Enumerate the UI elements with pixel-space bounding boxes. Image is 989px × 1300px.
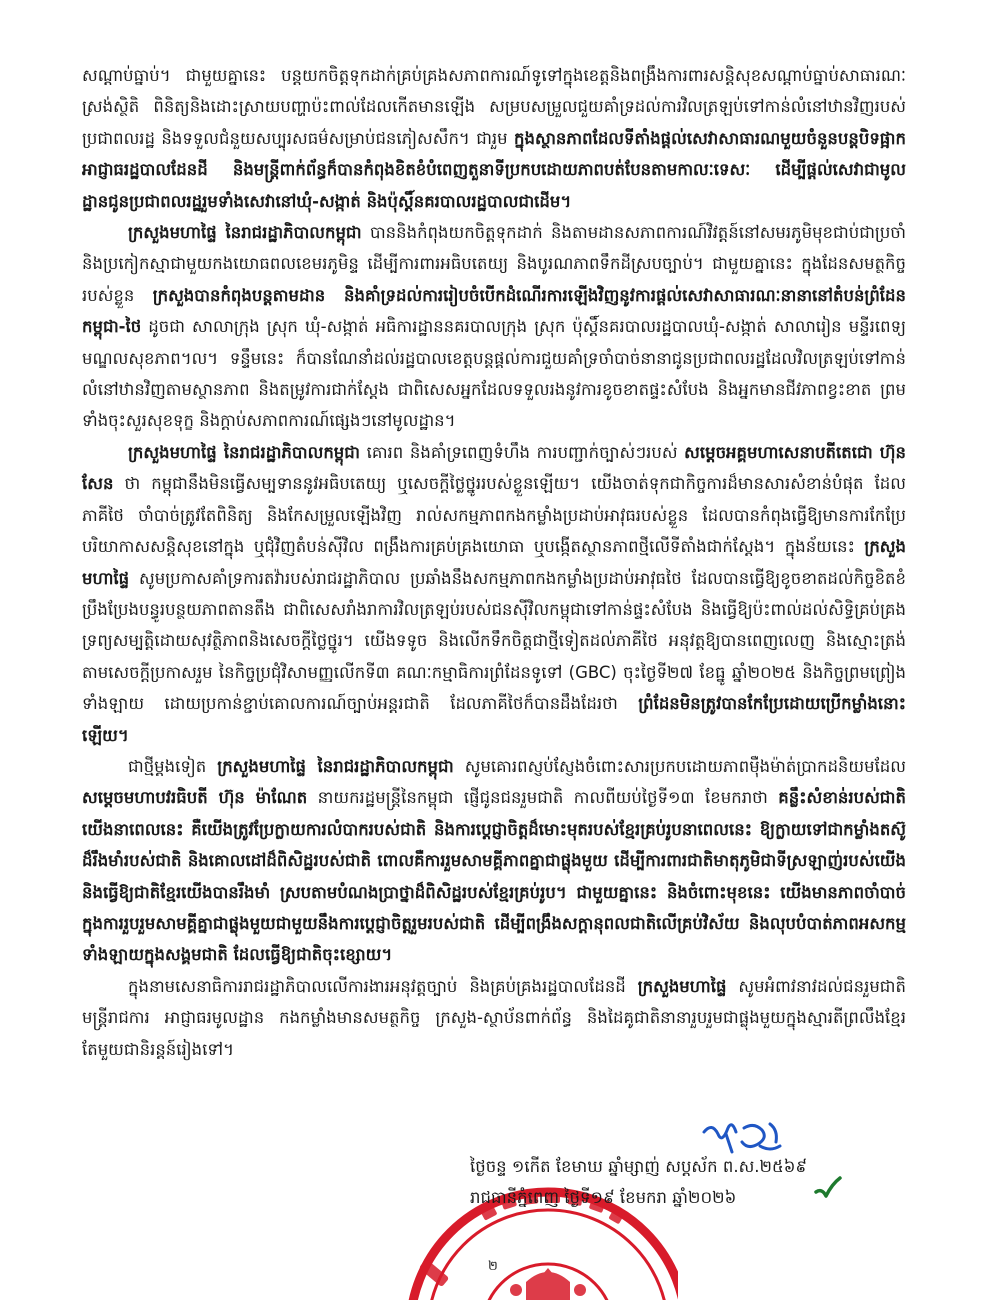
paragraph-1 bbox=[82, 60, 906, 217]
date-block bbox=[470, 1151, 910, 1213]
bold-text-run: ក្រសួងមហាផ្ទៃ bbox=[637, 976, 727, 996]
bold-text-run: ក្រសួងបានកំពុងបន្តតាមដាន និងគាំទ្រដល់ការរៀបចំបើកដំណើរការឡើងវិញនូវការផ្ដល់សេវាសាធារណៈនានានៅតំបន់ព្រំដែនកម្ពុជា-ថៃ bbox=[82, 285, 906, 337]
bold-text-run: សម្ដេចអគ្គមហាសេនាបតីតេជោ ហ៊ុន សែន bbox=[82, 442, 906, 494]
text-run: សណ្ដាប់ធ្នាប់។ ជាមួយគ្នានេះ បន្តយកចិត្តទុកដាក់គ្រប់គ្រងសភាពការណ៍ទូទៅក្នុងខេត្តនិងពង្រឹងការពារសន្តិសុខសណ្ដាប់ធ្នាប់សាធារណៈ ស្រង់ស្ថិតិ ពិនិត្យនិងដោះស្រាយបញ្ហាប៉ះពាល់ដែលកើតមានឡើង សម្របសម្រួលជួយគាំទ្រដល់ការវិលត្រឡប់ទៅកាន់លំនៅឋានវិញរបស់ប្រជាពលរដ្ឋ និងទទួលជំនួយសប្បុរសធម៌សម្រាប់ជនភៀសសឹក។ ជារួម bbox=[82, 66, 906, 148]
bold-text-run: ក្រសួងមហាផ្ទៃ នៃរាជរដ្ឋាភិបាលកម្ពុជា bbox=[128, 442, 360, 462]
paragraph-2 bbox=[82, 217, 906, 437]
bold-text-run: សម្ដេចមហាបវរធិបតី ហ៊ុន ម៉ាណែត bbox=[82, 788, 308, 808]
bold-text-run: ព្រំដែនមិនត្រូវបានកែប្រែដោយប្រើកម្លាំងនោះឡើយ។ bbox=[82, 694, 906, 745]
bold-text-run: គន្លឹះសំខាន់របស់ជាតិយើងនាពេលនេះ គឺយើងត្រូវប្រែក្លាយការលំបាករបស់ជាតិ និងការប្ដេជ្ញាចិត្តដ៏មោះមុតរបស់ខ្មែរគ្រប់រូបនាពេលនេះ ឱ្យក្លាយទៅជាកម្លាំងតស៊ូដ៏រឹងមាំរបស់ជាតិ និងគោលដៅដ៏ពិសិដ្ឋរបស់ជាតិ ពោលគឺការរួមសាមគ្គីភាពគ្នាជាផ្លុងមួយ ដើម្បីការពារជាតិមាតុភូមិជាទីស្រឡាញ់របស់យើង និងធ្វើឱ្យជាតិខ្មែរយើងបានរឹងមាំ ស្របតាមបំណងប្រាថ្នាដ៏ពិសិដ្ឋរបស់ខ្មែរគ្រប់រូប។ ជាមួយគ្នានេះ និងចំពោះមុខនេះ យើងមានភាពចាំបាច់ក្នុងការរួបរួមសាមគ្គីគ្នាជាផ្លុងមួយជាមួយនឹងការប្ដេជ្ញាចិត្តរួមរបស់ជាតិ ដើម្បីពង្រឹងសក្ដានុពលជាតិលើគ្រប់វិស័យ និងលុបបំបាត់ភាពអសកម្មទាំងឡាយក្នុងសង្គមជាតិ ដែលធ្វើឱ្យជាតិចុះខ្សោយ។ bbox=[82, 788, 906, 965]
text-run: ដូចជា សាលាក្រុង ស្រុក ឃុំ-សង្កាត់ អធិការដ្ឋាននគរបាលក្រុង ស្រុក ប៉ុស្តិ៍នគរបាលរដ្ឋបាលឃុំ-សង្កាត់ សាលារៀន មន្ទីរពេទ្យ មណ្ឌលសុខភាព។ល។ ទន្ទឹមនេះ ក៏បានណែនាំដល់រដ្ឋបាលខេត្តបន្តផ្ដល់ការជួយគាំទ្រចាំបាច់នានាជូនប្រជាពលរដ្ឋដែលវិលត្រឡប់ទៅកាន់លំនៅឋានវិញតាមស្ថានភាព និងតម្រូវការជាក់ស្ដែង ជាពិសេសអ្នកដែលទទួលរងនូវការខូចខាតផ្ទះសំបែង និងអ្នកមានជីវភាពខ្វះខាត ព្រមទាំងចុះសួរសុខទុក្ខ និងក្ដាប់សភាពការណ៍ផ្សេងៗនៅមូលដ្ឋាន។ bbox=[82, 317, 906, 431]
text-run: សូមអំពាវនាវដល់ជនរួមជាតិ មន្ត្រីរាជការ អាជ្ញាធរមូលដ្ឋាន កងកម្លាំងមានសមត្ថកិច្ច ក្រសួង-ស្ថាប័នពាក់ព័ន្ធ និងដៃគូជាតិនានារួបរួមជាផ្លុងមួយក្នុងស្មារតីព្រលឹងខ្មែរតែមួយជានិរន្តន៍រៀងទៅ។ bbox=[82, 976, 906, 1059]
text-run: ក្នុងនាមសេនាធិការរាជរដ្ឋាភិបាលលើការងារអនុវត្តច្បាប់ និងគ្រប់គ្រងរដ្ឋបាលដែនដី bbox=[128, 976, 638, 996]
paragraph-5 bbox=[82, 971, 906, 1065]
place-date-line: រាជធានីភ្នំពេញ ថ្ងៃទី១៩ ខែមករា ឆ្នាំ២០២៦ bbox=[470, 1188, 737, 1207]
paragraph-4 bbox=[82, 751, 906, 971]
bold-text-run: ក្រសួងមហាផ្ទៃ នៃរាជរដ្ឋាភិបាលកម្ពុជា bbox=[128, 223, 362, 243]
text-run: នាយករដ្ឋមន្ត្រីនៃកម្ពុជា ផ្ញើជូនជនរួមជាតិ កាលពីយប់ថ្ងៃទី១៣ ខែមករាថា bbox=[307, 788, 779, 808]
statement-body bbox=[82, 60, 906, 1065]
text-run: ថា កម្ពុជានឹងមិនធ្វើសម្បទាននូវអធិបតេយ្យ ឬសេចក្ដីថ្លៃថ្នូររបស់ខ្លួនឡើយ។ យើងចាត់ទុកជាកិច្ចការដ៏មានសារសំខាន់បំផុត ដែលភាគីថៃ ចាំបាច់ត្រូវតែពិនិត្យ និងកែសម្រួលឡើងវិញ រាល់សកម្មភាពកងកម្លាំងប្រដាប់អាវុធរបស់ខ្លួន ដែលបានកំពុងធ្វើឱ្យមានការកែប្រែបរិយាកាសសន្តិសុខនៅក្នុង ឬជុំវិញតំបន់ស៊ីវិល ពង្រឹងការគ្រប់គ្រងយោធា ឬបង្កើតស្ថានភាពថ្មីលើទីតាំងជាក់ស្ដែង។ ក្នុងន័យនេះ bbox=[82, 474, 906, 557]
text-run: ជាថ្មីម្ដងទៀត bbox=[128, 756, 218, 776]
bold-text-run: ក្នុងស្ថានភាពដែលទីតាំងផ្ដល់សេវាសាធារណមួយចំនួនបន្តបិទផ្អាក អាជ្ញាធរដ្ឋបាលដែនដី និងមន្ត្រីពាក់ព័ន្ធក៏បានកំពុងខិតខំបំពេញតួនាទីប្រកបដោយភាពបត់បែនតាមកាលៈទេសៈ ដើម្បីផ្ដល់សេវាជាមូលដ្ឋានជូនប្រជាពលរដ្ឋរួមទាំងសេវានៅឃុំ-សង្កាត់ និងប៉ុស្តិ៍នគរបាលរដ្ឋបាលជាដើម។ bbox=[82, 128, 906, 211]
paragraph-3 bbox=[82, 437, 906, 751]
text-run: សូមប្រកាសគាំទ្រការតវ៉ារបស់រាជរដ្ឋាភិបាល ប្រឆាំងនឹងសកម្មភាពកងកម្លាំងប្រដាប់អាវុធថៃ ដែលបានធ្វើឱ្យខូចខាតដល់កិច្ចខិតខំប្រឹងប្រែងបន្ធូរបន្ថយភាពតានតឹង ជាពិសេសរាំងរាការវិលត្រឡប់របស់ជនស៊ីវិលកម្ពុជាទៅកាន់ផ្ទះសំបែង និងធ្វើឱ្យប៉ះពាល់ដល់សិទ្ធិគ្រប់គ្រងទ្រព្យសម្បត្តិដោយសុវត្ថិភាពនិងសេចក្ដីថ្លៃថ្នូរ។ យើងទទូច និងលើកទឹកចិត្តជាថ្មីទៀតដល់ភាគីថៃ អនុវត្តឱ្យបានពេញលេញ និងស្មោះត្រង់ តាមសេចក្ដីប្រកាសរួម នៃកិច្ចប្រជុំវិសាមញ្ញលើកទី៣ គណៈកម្មាធិការព្រំដែនទូទៅ (GBC) ចុះថ្ងៃទី២៧ ខែធ្នូ ឆ្នាំ២០២៥ និងកិច្ចព្រមព្រៀងទាំងឡាយ ដោយប្រកាន់ខ្ជាប់គោលការណ៍ច្បាប់អន្តរជាតិ ដែលភាគីថៃក៏បានដឹងដែរថា bbox=[82, 568, 906, 714]
text-run: គោរព និងគាំទ្រពេញទំហឹង ការបញ្ជាក់ច្បាស់ៗរបស់ bbox=[359, 442, 685, 462]
page-number: ២ bbox=[488, 1259, 498, 1274]
bold-text-run: ក្រសួងមហាផ្ទៃ នៃរាជរដ្ឋាភិបាលកម្ពុជា bbox=[217, 756, 454, 776]
bold-text-run: ក្រសួងមហាផ្ទៃ bbox=[82, 537, 906, 588]
text-run: បាននិងកំពុងយកចិត្តទុកដាក់ និងតាមដានសភាពការណ៍វិវត្តន៍នៅសមរភូមិមុខជាប់ជាប្រចាំ និងប្រកៀកស្មាជាមួយកងយោធពលខេមរភូមិន្ទ ដើម្បីការពារអធិបតេយ្យ និងបូរណភាពទឹកដីស្របច្បាប់។ ជាមួយគ្នានេះ ក្នុងដែនសមត្ថកិច្ចរបស់ខ្លួន bbox=[82, 223, 907, 305]
lunar-date-line: ថ្ងៃចន្ទ ១កើត ខែមាឃ ឆ្នាំម្សាញ់ សប្តស័ក ព.ស.២៥៦៩ bbox=[470, 1157, 808, 1176]
text-run: សូមគោរពស្ញប់ស្ញែងចំពោះសារប្រកបដោយភាពម៉ឺងម៉ាត់ប្រាកដនិយមដែល bbox=[453, 756, 906, 776]
